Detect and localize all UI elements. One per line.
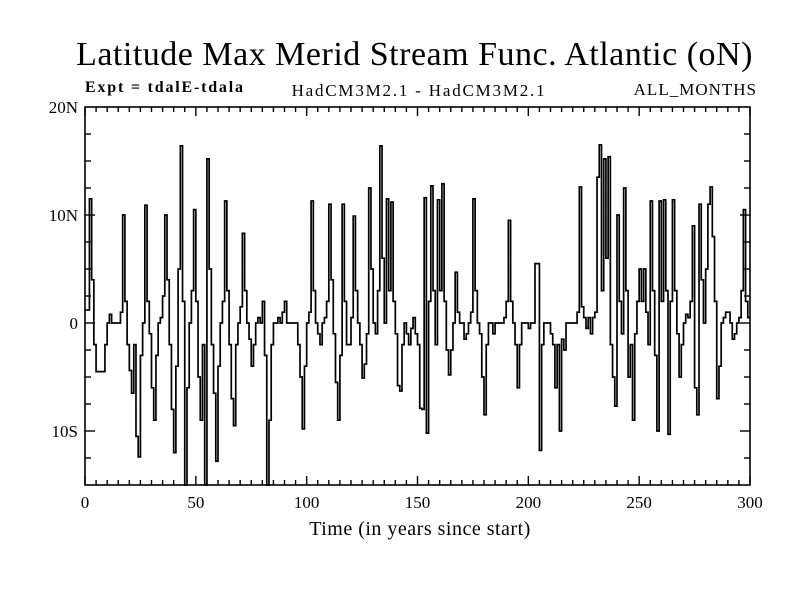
x-tick-label: 100 — [293, 493, 320, 512]
y-tick-label: 10N — [48, 206, 78, 225]
time-series-line — [85, 145, 750, 485]
x-tick-label: 0 — [80, 493, 90, 512]
y-tick-label: 20N — [48, 98, 78, 117]
y-tick-label: 0 — [69, 314, 78, 333]
months-label: ALL_MONTHS — [633, 80, 757, 99]
experiment-label: Expt = tdalE-tdala — [85, 79, 245, 96]
x-tick-label: 300 — [737, 493, 763, 512]
x-tick-label: 250 — [626, 493, 652, 512]
x-axis-title: Time (in years since start) — [309, 518, 531, 540]
x-tick-label: 50 — [187, 493, 205, 512]
y-tick-label: 10S — [51, 422, 78, 441]
x-tick-label: 200 — [515, 493, 542, 512]
model-label: HadCM3M2.1 - HadCM3M2.1 — [291, 81, 547, 100]
chart-title: Latitude Max Merid Stream Func. Atlantic (oN) — [76, 36, 753, 73]
x-tick-label: 150 — [404, 493, 431, 512]
